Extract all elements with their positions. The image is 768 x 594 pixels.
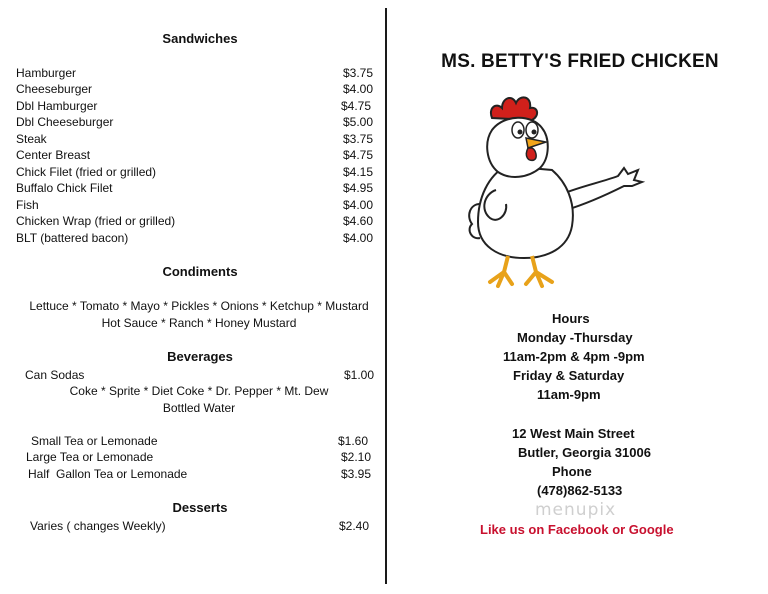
soda-options: Coke * Sprite * Diet Coke * Dr. Pepper * Mt. Dew bbox=[69, 384, 329, 398]
list-item: Cheeseburger bbox=[16, 82, 93, 96]
item-price: $4.75 bbox=[342, 148, 373, 162]
list-item: Dbl Cheeseburger bbox=[16, 115, 114, 129]
item-price: $3.95 bbox=[340, 467, 371, 481]
list-item: Center Breast bbox=[16, 148, 91, 162]
sandwiches-heading: Sandwiches bbox=[162, 31, 238, 46]
list-item: Chicken Wrap (fried or grilled) bbox=[16, 214, 176, 228]
item-price: $5.00 bbox=[342, 115, 373, 129]
hours-times-2: 11am-9pm bbox=[537, 387, 601, 402]
item-price: $4.95 bbox=[342, 181, 373, 195]
list-item: Varies ( changes Weekly) bbox=[30, 519, 166, 533]
list-item: Dbl Hamburger bbox=[16, 99, 98, 113]
condiments-line: Lettuce * Tomato * Mayo * Pickles * Onions * Ketchup * Mustard bbox=[29, 299, 369, 313]
item-price: $4.15 bbox=[342, 165, 373, 179]
item-price: $4.00 bbox=[342, 198, 373, 212]
item-price: $2.10 bbox=[340, 450, 371, 464]
item-price: $1.00 bbox=[343, 368, 374, 382]
soda-options: Bottled Water bbox=[162, 401, 236, 415]
hours-days-1: Monday -Thursday bbox=[517, 330, 633, 345]
hours-times-1: 11am-2pm & 4pm -9pm bbox=[503, 349, 645, 364]
beverages-heading: Beverages bbox=[167, 349, 233, 364]
condiments-line: Hot Sauce * Ranch * Honey Mustard bbox=[101, 316, 297, 330]
item-price: $3.75 bbox=[342, 66, 373, 80]
item-price: $1.60 bbox=[337, 434, 368, 448]
list-item: BLT (battered bacon) bbox=[16, 231, 129, 245]
column-divider bbox=[385, 8, 387, 584]
chicken-mascot-icon bbox=[462, 86, 648, 291]
address-city: Butler, Georgia 31006 bbox=[518, 445, 651, 460]
list-item: Steak bbox=[16, 132, 47, 146]
social-link[interactable]: Like us on Facebook or Google bbox=[480, 522, 674, 537]
phone-label: Phone bbox=[552, 464, 592, 479]
item-price: $3.75 bbox=[342, 132, 373, 146]
list-item: Half Gallon Tea or Lemonade bbox=[28, 467, 188, 481]
list-item: Large Tea or Lemonade bbox=[26, 450, 154, 464]
hours-days-2: Friday & Saturday bbox=[513, 368, 625, 383]
list-item: Hamburger bbox=[16, 66, 77, 80]
item-price: $4.75 bbox=[340, 99, 371, 113]
item-price: $4.60 bbox=[342, 214, 373, 228]
list-item: Chick Filet (fried or grilled) bbox=[16, 165, 157, 179]
item-price: $4.00 bbox=[342, 82, 373, 96]
item-price: $2.40 bbox=[338, 519, 369, 533]
list-item: Buffalo Chick Filet bbox=[16, 181, 113, 195]
item-price: $4.00 bbox=[342, 231, 373, 245]
hours-label: Hours bbox=[552, 311, 590, 326]
list-item: Fish bbox=[16, 198, 39, 212]
desserts-heading: Desserts bbox=[172, 500, 228, 515]
address-street: 12 West Main Street bbox=[512, 426, 635, 441]
list-item: Small Tea or Lemonade bbox=[31, 434, 158, 448]
restaurant-title: MS. BETTY'S FRIED CHICKEN bbox=[441, 51, 719, 72]
list-item: Can Sodas bbox=[25, 368, 85, 382]
phone-number: (478)862-5133 bbox=[537, 483, 623, 498]
watermark: menupix bbox=[535, 500, 617, 520]
condiments-heading: Condiments bbox=[162, 264, 238, 279]
